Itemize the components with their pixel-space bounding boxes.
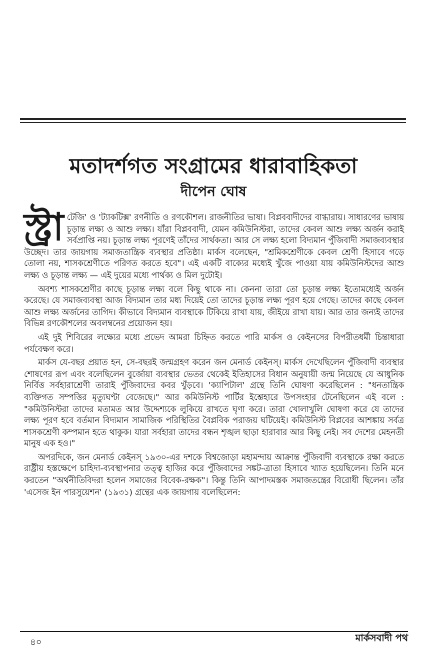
paragraph-2: অবশ্য শাসকশ্রেণীর কাছে চূড়ান্ত লক্ষ্য বলে কিছু থাকে না। কেননা তারা তো চূড়ান্ত লক্ষ্য ইতোমধ্যেই অর্জন করেছে। যে সমাজব্যবস্থা আজ বিদ্যমান তার মধ্য দিয়েই তো তাদের চূড়ান্ত লক্ষ্য পূরণ হয়ে গেছে। তাদের কাছে কেবল আশু লক্ষ্য অর্জনের তাগিদ। কীভাবে বিদ্যমান ব্যবস্থাকে টিকিয়ে রাখা যায়, জীইয়ে রাখা যায়। আর তার জন্যই তাদের বিভিন্ন রণকৌশলের অবলম্বনের প্রয়োজন হয়। (24, 283, 404, 329)
author-name: দীপেন ঘোষ (180, 184, 247, 200)
page-footer (20, 631, 408, 648)
article-body (24, 204, 404, 498)
article-title: মতাদর্শগত সংগ্রামের ধারাবাহিকতা (69, 154, 358, 178)
top-border-thick (20, 118, 406, 120)
top-border-thin (20, 122, 406, 123)
paragraph-3: এই দুই শিবিরের লক্ষ্যের মধ্যে প্রভেদ আমরা চিহ্নিত করতে পারি মার্কস ও কেইনসের বিপরীতধর্মী চিন্তাধারা পর্যবেক্ষণ করে। (24, 331, 404, 354)
drop-cap: স্ট্রা (24, 204, 64, 249)
paragraph-1 (24, 204, 404, 282)
page-number: ৪০ (30, 638, 42, 648)
journal-name: মার্কসবাদী পথ (355, 633, 408, 644)
paragraph-1-text: টেজি' ও 'ট্যাকটিক্স' রণনীতি ও রণকৌশল। রাজনীতির ভাষা। বিপ্লববাদীদের বাগ্ধারায়। সাধারণের ভাষায় চূড়ান্ত লক্ষ্য ও আশু লক্ষ্য। যাঁরা বিপ্লববাদী, যেমন কমিউনিস্টরা, তাদের কেবল আশু লক্ষ্য অর্জন করাই সর্বপ্রাপ্তি নয়। চূড়ান্ত লক্ষ্য পূরণেই তাঁদের সার্থকতা। আর সে লক্ষ্য হলো বিদ্যমান পুঁজিবাদী সমাজব্যবস্থার উচ্ছেদ। তার জায়গায় সমাজতান্ত্রিক ব্যবস্থার প্রতিষ্ঠা। মার্কস বলেছেন, "শ্রমিকশ্রেণীকে কেবল শ্রেণী হিসাবে গড়ে তোলা নয়, শাসকশ্রেণীতে পরিণত করতে হবে"। এই একটি বাক্যের মধ্যেই খুঁজে পাওয়া যায় কমিউনিস্টদের আশু লক্ষ্য ও চূড়ান্ত লক্ষ্য — এই দুয়ের মধ্যে পার্থক্য ও মিল দুটোই। (24, 212, 404, 280)
paragraph-5: অপরদিকে, জন মেনার্ড কেইনস্ ১৯৩০-এর দশকে বিশ্বজোড়া মহামন্দায় আক্রান্ত পুঁজিবাদী ব্যবস্থাকে রক্ষা করতে রাষ্ট্রীয় হস্তক্ষেপে চাহিদা-ব্যবস্থাপনার তত্ত্ব হাজির করে পুঁজিবাদের সঙ্কট-ত্রাতা হিসাবে খ্যাত হয়েছিলেন। তিনি মনে করতেন "অর্থনীতিবিদরা হলেন সমাজের বিবেক-রক্ষক"। কিন্তু তিনি আপাদমস্তক সমাজতন্ত্রের বিরোধী ছিলেন। তাঁর 'এসেজ ইন পারসুয়েশন' (১৯৩১) গ্রন্থের এক জায়গায় বলেছিলেন: (24, 451, 404, 497)
paragraph-4: মার্কস যে-বছর প্রয়াত হন, সে-বছরই জন্মগ্রহণ করেন জন মেনার্ড কেইনস্। মার্কস দেখেছিলেন পুঁজিবাদী ব্যবস্থার শোষণের রূপ এবং বলেছিলেন বুর্জোয়া ব্যবস্থার ভেতর থেকেই ইতিহাসের বিধান অনুযায়ী জন্ম নিয়েছে যে আধুনিক নির্বিত্ত সর্বহারাশ্রেণী তারাই পুঁজিবাদের কবর খুঁড়বে। 'ক্যাপিটাল' গ্রন্থে তিনি ঘোষণা করেছিলেন : "ধনতান্ত্রিক ব্যক্তিগত সম্পত্তির মৃত্যুঘণ্টা বেজেছে।" আর কমিউনিস্ট পার্টির ইশ্তেহারে উপসংহার টেনেছিলেন এই বলে : "কমিউনিস্টরা তাদের মতামত আর উদ্দেশ্যকে লুকিয়ে রাখতে ঘৃণা করে। তারা খোলাখুলি ঘোষণা করে যে তাদের লক্ষ্য পূরণ হবে বর্তমান বিদ্যমান সামাজিক পরিস্থিতির বৈপ্লবিক পরাজয় ঘটিয়েই। কমিউনিস্ট বিপ্লবের আশঙ্কায় সর্বত্র শাসকশ্রেণী কম্পমান হতে থাকুক। যারা সর্বহারা তাদের বন্ধন শৃঙ্খল ছাড়া হারাবার আর কিছু নেই। সব দেশের মেহনতী মানুষ এক হও।" (24, 357, 404, 449)
